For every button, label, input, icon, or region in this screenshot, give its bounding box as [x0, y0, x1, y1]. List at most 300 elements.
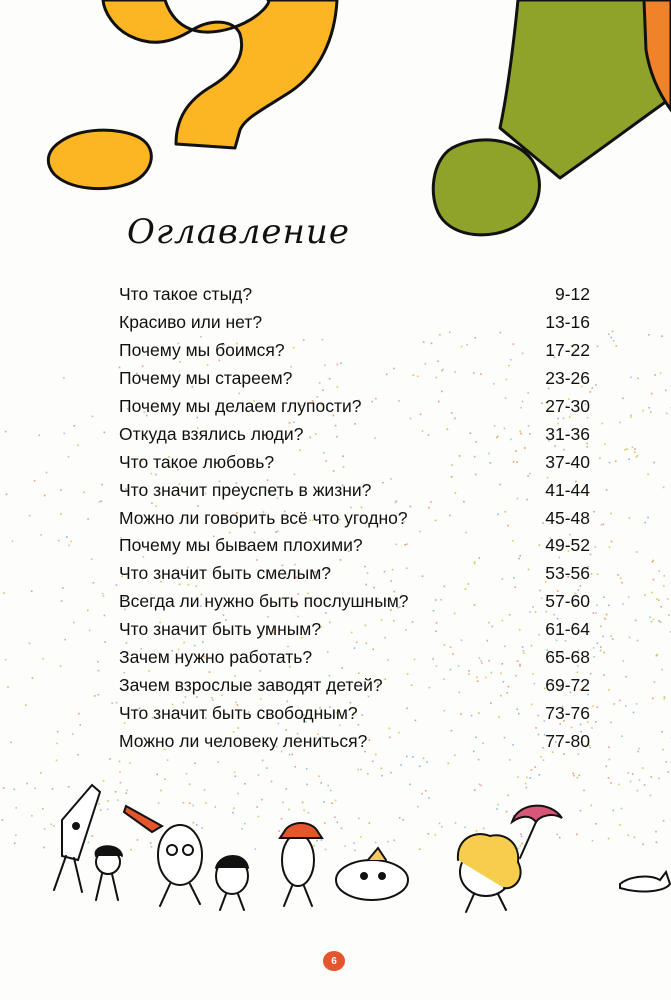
confetti-dot — [421, 793, 423, 795]
confetti-dot — [656, 655, 658, 657]
confetti-dot — [3, 592, 5, 594]
confetti-dot — [327, 785, 329, 787]
toc-row[interactable] — [119, 393, 590, 421]
confetti-dot — [619, 700, 621, 702]
confetti-dot — [480, 785, 482, 787]
confetti-dot — [600, 650, 602, 652]
confetti-dot — [664, 698, 666, 700]
confetti-dot — [5, 659, 7, 661]
confetti-dot — [597, 706, 599, 708]
confetti-dot — [244, 823, 246, 825]
confetti-dot — [295, 766, 297, 768]
confetti-dot — [595, 384, 597, 386]
confetti-dot — [602, 636, 604, 638]
confetti-dot — [629, 517, 631, 519]
confetti-dot — [663, 585, 665, 587]
confetti-dot — [70, 541, 72, 543]
confetti-dot — [520, 845, 522, 847]
confetti-dot — [617, 574, 619, 576]
confetti-dot — [602, 423, 604, 425]
confetti-dot — [496, 808, 498, 810]
confetti-dot — [2, 819, 4, 821]
confetti-dot — [99, 501, 101, 503]
confetti-dot — [375, 842, 377, 844]
confetti-dot — [183, 802, 185, 804]
confetti-dot — [52, 788, 54, 790]
confetti-dot — [630, 781, 632, 783]
confetti-dot — [266, 767, 268, 769]
confetti-dot — [428, 833, 430, 835]
confetti-dot — [341, 828, 343, 830]
confetti-dot — [592, 840, 594, 842]
contents-title: Оглавление — [127, 212, 350, 252]
confetti-dot — [61, 600, 63, 602]
confetti-dot — [526, 777, 528, 779]
toc-row[interactable] — [119, 337, 590, 365]
toc-chapter-title: Почему мы бываем плохими? — [119, 535, 363, 556]
toc-row[interactable] — [119, 420, 590, 448]
confetti-dot — [44, 828, 46, 830]
toc-page-range: 61-64 — [545, 619, 590, 640]
confetti-dot — [653, 462, 655, 464]
confetti-dot — [622, 398, 624, 400]
confetti-dot — [658, 778, 660, 780]
toc-chapter-title: Зачем взрослые заводят детей? — [119, 674, 383, 695]
confetti-dot — [612, 638, 614, 640]
confetti-dot — [101, 501, 103, 503]
confetti-dot — [613, 810, 615, 812]
confetti-dot — [402, 819, 404, 821]
confetti-dot — [324, 822, 326, 824]
confetti-dot — [244, 783, 246, 785]
confetti-dot — [591, 805, 593, 807]
confetti-dot — [262, 760, 264, 762]
confetti-dot — [335, 800, 337, 802]
confetti-dot — [66, 536, 68, 538]
confetti-dot — [97, 661, 99, 663]
toc-row[interactable] — [119, 616, 590, 644]
confetti-dot — [92, 416, 94, 418]
confetti-dot — [517, 776, 519, 778]
confetti-dot — [234, 772, 236, 774]
confetti-dot — [137, 839, 139, 841]
confetti-dot — [648, 407, 650, 409]
confetti-dot — [72, 733, 74, 735]
toc-page-range: 65-68 — [545, 647, 590, 668]
confetti-dot — [241, 828, 243, 830]
confetti-dot — [318, 775, 320, 777]
confetti-dot — [628, 772, 630, 774]
confetti-dot — [31, 590, 33, 592]
confetti-dot — [77, 754, 79, 756]
confetti-dot — [425, 790, 427, 792]
confetti-dot — [125, 792, 127, 794]
confetti-dot — [156, 774, 158, 776]
confetti-dot — [642, 410, 644, 412]
confetti-dot — [62, 587, 64, 589]
confetti-dot — [583, 790, 585, 792]
toc-page-range: 49-52 — [545, 535, 590, 556]
toc-row[interactable] — [119, 644, 590, 672]
confetti-dot — [288, 809, 290, 811]
confetti-dot — [608, 746, 610, 748]
confetti-dot — [601, 524, 603, 526]
confetti-dot — [255, 848, 257, 850]
doodle-characters — [54, 785, 670, 912]
confetti-dot — [630, 377, 632, 379]
confetti-dot — [637, 378, 639, 380]
confetti-dot — [593, 511, 595, 513]
confetti-dot — [15, 807, 17, 809]
confetti-dot — [611, 337, 613, 339]
confetti-dot — [40, 534, 42, 536]
confetti-dot — [651, 621, 653, 623]
confetti-dot — [26, 783, 28, 785]
confetti-dot — [14, 789, 16, 791]
confetti-dot — [668, 614, 670, 616]
confetti-dot — [107, 800, 109, 802]
toc-row[interactable] — [119, 476, 590, 504]
confetti-dot — [428, 797, 430, 799]
toc-chapter-title: Что такое стыд? — [119, 284, 253, 305]
confetti-dot — [603, 596, 605, 598]
confetti-dot — [94, 695, 96, 697]
confetti-dot — [595, 612, 597, 614]
confetti-dot — [476, 830, 478, 832]
confetti-dot — [423, 758, 425, 760]
confetti-dot — [233, 807, 235, 809]
confetti-dot — [316, 840, 318, 842]
confetti-dot — [474, 789, 476, 791]
confetti-dot — [604, 443, 606, 445]
toc-page-range: 31-36 — [545, 423, 590, 444]
toc-row[interactable] — [119, 309, 590, 337]
confetti-dot — [650, 776, 652, 778]
confetti-dot — [308, 812, 310, 814]
confetti-dot — [661, 731, 663, 733]
confetti-dot — [622, 603, 624, 605]
confetti-dot — [577, 777, 579, 779]
confetti-dot — [520, 833, 522, 835]
confetti-dot — [660, 606, 662, 608]
confetti-dot — [201, 827, 203, 829]
confetti-dot — [439, 823, 441, 825]
confetti-dot — [644, 522, 646, 524]
confetti-dot — [306, 784, 308, 786]
confetti-dot — [540, 756, 542, 758]
confetti-dot — [509, 759, 511, 761]
confetti-dot — [521, 843, 523, 845]
confetti-dot — [609, 462, 611, 464]
confetti-dot — [597, 346, 599, 348]
confetti-dot — [406, 756, 408, 758]
confetti-dot — [630, 415, 632, 417]
confetti-dot — [559, 837, 561, 839]
confetti-dot — [278, 830, 280, 832]
confetti-dot — [205, 802, 207, 804]
confetti-dot — [665, 390, 667, 392]
confetti-dot — [530, 777, 532, 779]
toc-row[interactable] — [119, 532, 590, 560]
confetti-dot — [637, 751, 639, 753]
confetti-dot — [271, 781, 273, 783]
confetti-dot — [419, 766, 421, 768]
confetti-dot — [592, 387, 594, 389]
confetti-dot — [531, 769, 533, 771]
confetti-dot — [648, 334, 650, 336]
confetti-dot — [369, 822, 371, 824]
confetti-dot — [448, 763, 450, 765]
confetti-dot — [204, 789, 206, 791]
toc-row[interactable] — [119, 727, 590, 755]
confetti-dot — [98, 803, 100, 805]
confetti-dot — [39, 434, 41, 436]
confetti-dot — [78, 713, 80, 715]
confetti-dot — [3, 787, 5, 789]
confetti-dot — [595, 546, 597, 548]
confetti-dot — [399, 817, 401, 819]
confetti-dot — [68, 545, 70, 547]
confetti-dot — [102, 593, 104, 595]
confetti-dot — [130, 849, 132, 851]
confetti-dot — [606, 766, 608, 768]
confetti-dot — [60, 513, 62, 515]
confetti-dot — [608, 333, 610, 335]
confetti-dot — [620, 577, 622, 579]
confetti-dot — [117, 799, 119, 801]
confetti-dot — [624, 449, 626, 451]
confetti-dot — [360, 836, 362, 838]
exclamation-mark-illustration — [433, 0, 671, 235]
confetti-dot — [619, 824, 621, 826]
confetti-dot — [591, 727, 593, 729]
toc-row[interactable] — [119, 281, 590, 309]
confetti-dot — [534, 766, 536, 768]
toc-chapter-title: Зачем нужно работать? — [119, 647, 313, 668]
confetti-dot — [623, 660, 625, 662]
confetti-dot — [31, 815, 33, 817]
toc-page-range: 37-40 — [545, 451, 590, 472]
confetti-dot — [634, 837, 636, 839]
confetti-dot — [658, 599, 660, 601]
confetti-dot — [661, 335, 663, 337]
confetti-dot — [642, 767, 644, 769]
confetti-dot — [29, 643, 31, 645]
confetti-dot — [636, 703, 638, 705]
confetti-dot — [656, 598, 658, 600]
confetti-dot — [608, 605, 610, 607]
confetti-dot — [10, 742, 12, 744]
confetti-dot — [654, 681, 656, 683]
confetti-dot — [88, 842, 90, 844]
confetti-dot — [360, 769, 362, 771]
confetti-dot — [129, 762, 131, 764]
confetti-dot — [653, 619, 655, 621]
confetti-dot — [603, 652, 605, 654]
confetti-dot — [115, 791, 117, 793]
confetti-dot — [543, 759, 545, 761]
confetti-dot — [652, 698, 654, 700]
table-of-contents — [119, 281, 590, 755]
confetti-dot — [615, 460, 617, 462]
confetti-dot — [603, 524, 605, 526]
confetti-dot — [64, 639, 66, 641]
toc-page-range: 45-48 — [545, 507, 590, 528]
toc-page-range: 69-72 — [545, 674, 590, 695]
confetti-dot — [576, 834, 578, 836]
confetti-dot — [34, 480, 36, 482]
confetti-dot — [50, 824, 52, 826]
confetti-dot — [381, 768, 383, 770]
toc-page-range: 9-12 — [554, 284, 590, 305]
confetti-dot — [189, 783, 191, 785]
confetti-dot — [116, 702, 118, 704]
confetti-dot — [394, 840, 396, 842]
confetti-dot — [662, 749, 664, 751]
toc-row[interactable] — [119, 671, 590, 699]
confetti-dot — [331, 803, 333, 805]
confetti-dot — [103, 780, 105, 782]
confetti-dot — [611, 541, 613, 543]
confetti-dot — [539, 774, 541, 776]
confetti-dot — [320, 782, 322, 784]
confetti-dot — [633, 712, 635, 714]
toc-page-range: 73-76 — [545, 702, 590, 723]
confetti-dot — [526, 787, 528, 789]
confetti-dot — [593, 656, 595, 658]
confetti-dot — [663, 575, 665, 577]
confetti-dot — [599, 458, 601, 460]
toc-page-range: 41-44 — [545, 479, 590, 500]
confetti-dot — [400, 764, 402, 766]
confetti-dot — [237, 793, 239, 795]
confetti-dot — [603, 674, 605, 676]
confetti-dot — [68, 786, 70, 788]
confetti-dot — [325, 849, 327, 851]
confetti-dot — [579, 775, 581, 777]
confetti-dot — [637, 790, 639, 792]
toc-row[interactable] — [119, 699, 590, 727]
confetti-dot — [302, 802, 304, 804]
toc-row[interactable] — [119, 560, 590, 588]
confetti-dot — [597, 574, 599, 576]
confetti-dot — [313, 845, 315, 847]
confetti-dot — [628, 834, 630, 836]
confetti-dot — [98, 694, 100, 696]
confetti-dot — [100, 809, 102, 811]
confetti-dot — [649, 616, 651, 618]
toc-chapter-title: Почему мы боимся? — [119, 340, 285, 361]
confetti-dot — [334, 817, 336, 819]
confetti-dot — [609, 546, 611, 548]
confetti-dot — [337, 822, 339, 824]
confetti-dot — [441, 826, 443, 828]
toc-chapter-title: Что значит преуспеть в жизни? — [119, 479, 372, 500]
toc-chapter-title: Можно ли говорить всё что угодно? — [119, 507, 408, 528]
confetti-dot — [572, 773, 574, 775]
confetti-dot — [667, 598, 669, 600]
confetti-dot — [612, 331, 614, 333]
confetti-dot — [126, 790, 128, 792]
confetti-dot — [613, 340, 615, 342]
toc-row[interactable] — [119, 365, 590, 393]
toc-chapter-title: Всегда ли нужно быть послушным? — [119, 591, 409, 612]
question-mark-illustration — [48, 0, 337, 189]
confetti-dot — [580, 810, 582, 812]
confetti-dot — [455, 822, 457, 824]
confetti-dot — [60, 489, 62, 491]
confetti-dot — [44, 495, 46, 497]
confetti-dot — [664, 696, 666, 698]
confetti-dot — [409, 784, 411, 786]
confetti-dot — [632, 773, 634, 775]
confetti-dot — [636, 456, 638, 458]
confetti-dot — [358, 818, 360, 820]
confetti-dot — [632, 447, 634, 449]
confetti-dot — [658, 620, 660, 622]
confetti-dot — [650, 411, 652, 413]
confetti-dot — [189, 802, 191, 804]
confetti-dot — [593, 612, 595, 614]
confetti-dot — [665, 761, 667, 763]
confetti-dot — [419, 848, 421, 850]
toc-page-range: 13-16 — [545, 312, 590, 333]
toc-row[interactable] — [119, 588, 590, 616]
confetti-dot — [616, 345, 618, 347]
confetti-dot — [609, 759, 611, 761]
confetti-dot — [556, 834, 558, 836]
confetti-dot — [610, 513, 612, 515]
confetti-dot — [15, 835, 17, 837]
confetti-dot — [92, 835, 94, 837]
confetti-dot — [306, 768, 308, 770]
confetti-dot — [600, 626, 602, 628]
confetti-dot — [261, 799, 263, 801]
confetti-dot — [58, 540, 60, 542]
confetti-dot — [103, 595, 105, 597]
confetti-dot — [435, 834, 437, 836]
confetti-dot — [330, 790, 332, 792]
confetti-dot — [628, 458, 630, 460]
confetti-dot — [597, 643, 599, 645]
confetti-dot — [25, 704, 27, 706]
confetti-dot — [639, 779, 641, 781]
toc-chapter-title: Откуда взялись люди? — [119, 423, 304, 444]
confetti-dot — [521, 836, 523, 838]
toc-chapter-title: Почему мы делаем глупости? — [119, 396, 362, 416]
toc-row[interactable] — [119, 504, 590, 532]
confetti-dot — [650, 795, 652, 797]
confetti-dot — [232, 812, 234, 814]
confetti-dot — [483, 828, 485, 830]
confetti-dot — [258, 816, 260, 818]
confetti-dot — [625, 705, 627, 707]
confetti-dot — [628, 596, 630, 598]
confetti-dot — [357, 769, 359, 771]
toc-chapter-title: Красиво или нет? — [119, 312, 263, 333]
toc-chapter-title: Почему мы стареем? — [119, 368, 293, 389]
confetti-dot — [42, 808, 44, 810]
toc-row[interactable] — [119, 448, 590, 476]
confetti-dot — [626, 448, 628, 450]
confetti-dot — [661, 669, 663, 671]
confetti-dot — [282, 802, 284, 804]
confetti-dot — [619, 422, 621, 424]
confetti-dot — [79, 724, 81, 726]
confetti-dot — [593, 647, 595, 649]
confetti-dot — [93, 582, 95, 584]
confetti-dot — [116, 584, 118, 586]
